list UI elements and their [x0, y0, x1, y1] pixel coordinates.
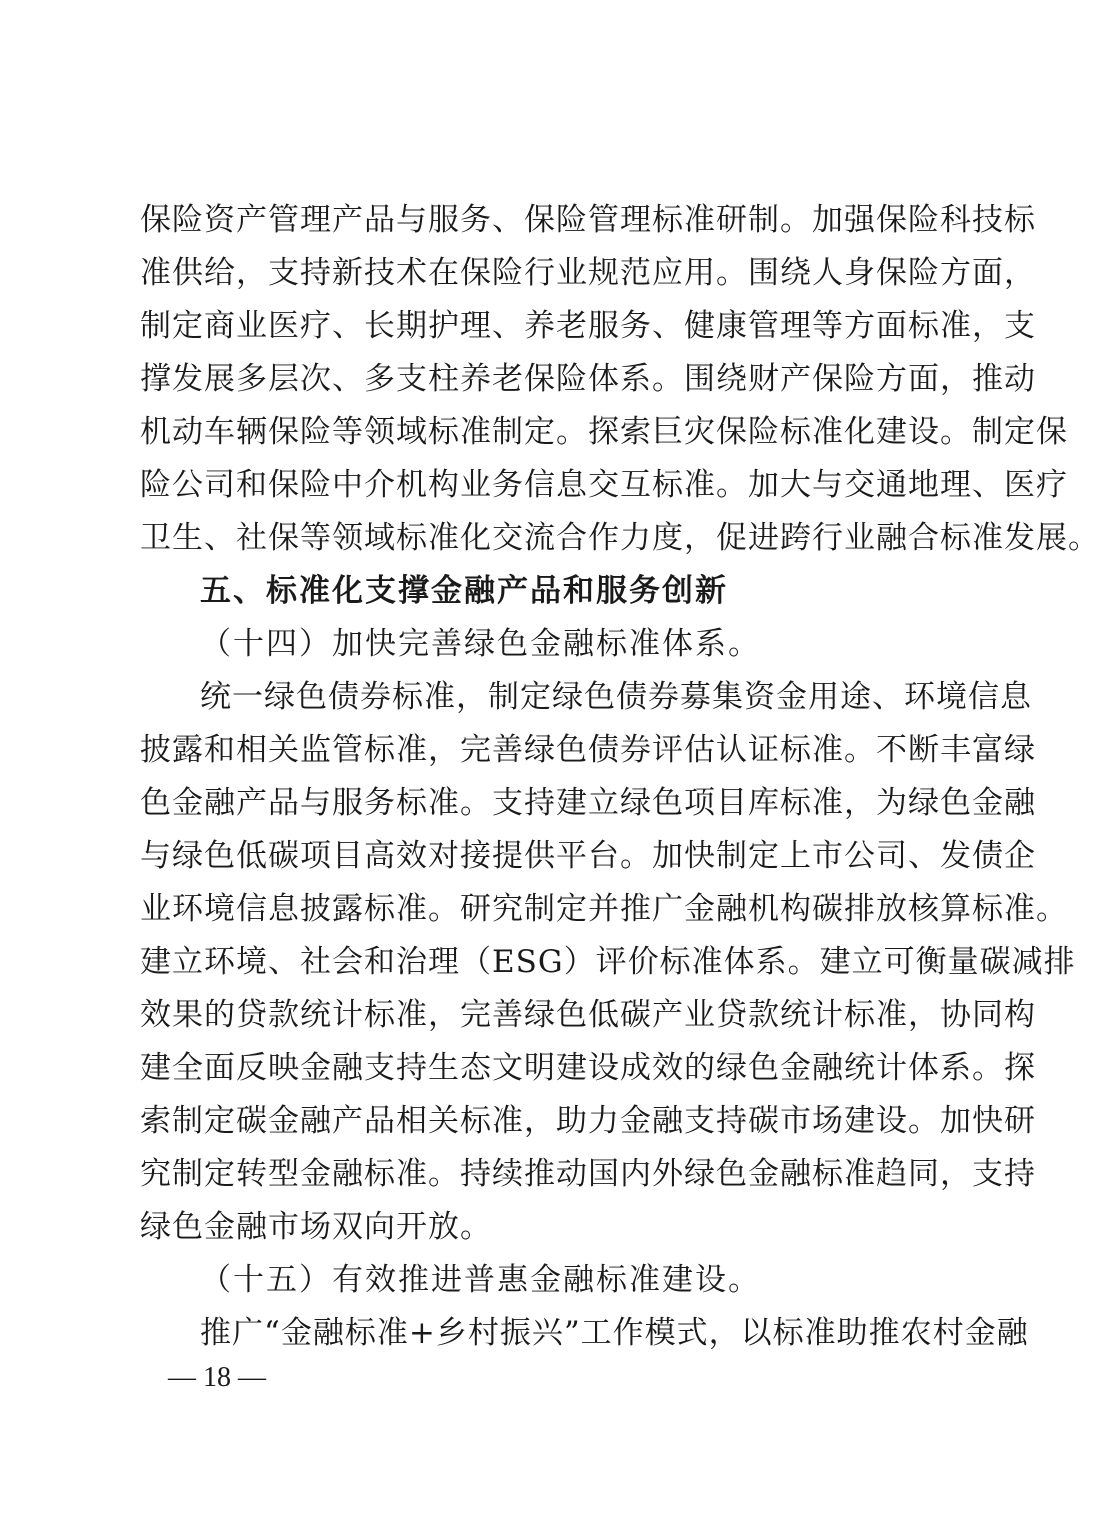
body-text-line: 统一绿色债券标准，制定绿色债券募集资金用途、环境信息 — [200, 679, 1032, 715]
section-heading: 五、标准化支撑金融产品和服务创新 — [200, 573, 728, 609]
subsection-heading: （十五）有效推进普惠金融标准建设。 — [200, 1262, 761, 1298]
body-text-line: 准供给，支持新技术在保险行业规范应用。围绕人身保险方面， — [140, 255, 1036, 291]
body-text-line: 色金融产品与服务标准。支持建立绿色项目库标准，为绿色金融 — [140, 785, 1036, 821]
page-number: — 18 — — [168, 1362, 266, 1393]
body-text-line: 究制定转型金融标准。持续推动国内外绿色金融标准趋同，支持 — [140, 1156, 1036, 1192]
body-text-line: 与绿色低碳项目高效对接提供平台。加快制定上市公司、发债企 — [140, 838, 1036, 874]
body-text-line: 制定商业医疗、长期护理、养老服务、健康管理等方面标准，支 — [140, 308, 1036, 344]
body-text-line: 险公司和保险中介机构业务信息交互标准。加大与交通地理、医疗 — [140, 467, 1068, 503]
body-text-line: 建立环境、社会和治理（ESG）评价标准体系。建立可衡量碳减排 — [140, 944, 1076, 980]
body-text-line: 卫生、社保等领域标准化交流合作力度，促进跨行业融合标准发展。 — [140, 520, 1100, 556]
body-text-line: 保险资产管理产品与服务、保险管理标准研制。加强保险科技标 — [140, 202, 1036, 238]
body-text-line: 推广“金融标准+乡村振兴”工作模式，以标准助推农村金融 — [200, 1315, 1029, 1351]
body-text-line: 披露和相关监管标准，完善绿色债券评估认证标准。不断丰富绿 — [140, 732, 1036, 768]
body-text-line: 撑发展多层次、多支柱养老保险体系。围绕财产保险方面，推动 — [140, 361, 1036, 397]
body-text-line: 机动车辆保险等领域标准制定。探索巨灾保险标准化建设。制定保 — [140, 414, 1068, 450]
body-text-line: 绿色金融市场双向开放。 — [140, 1209, 492, 1245]
body-text-line: 业环境信息披露标准。研究制定并推广金融机构碳排放核算标准。 — [140, 891, 1068, 927]
body-text-line: 效果的贷款统计标准，完善绿色低碳产业贷款统计标准，协同构 — [140, 997, 1036, 1033]
subsection-heading: （十四）加快完善绿色金融标准体系。 — [200, 626, 761, 662]
body-text-line: 建全面反映金融支持生态文明建设成效的绿色金融统计体系。探 — [140, 1050, 1036, 1086]
body-text-line: 索制定碳金融产品相关标准，助力金融支持碳市场建设。加快研 — [140, 1103, 1036, 1139]
